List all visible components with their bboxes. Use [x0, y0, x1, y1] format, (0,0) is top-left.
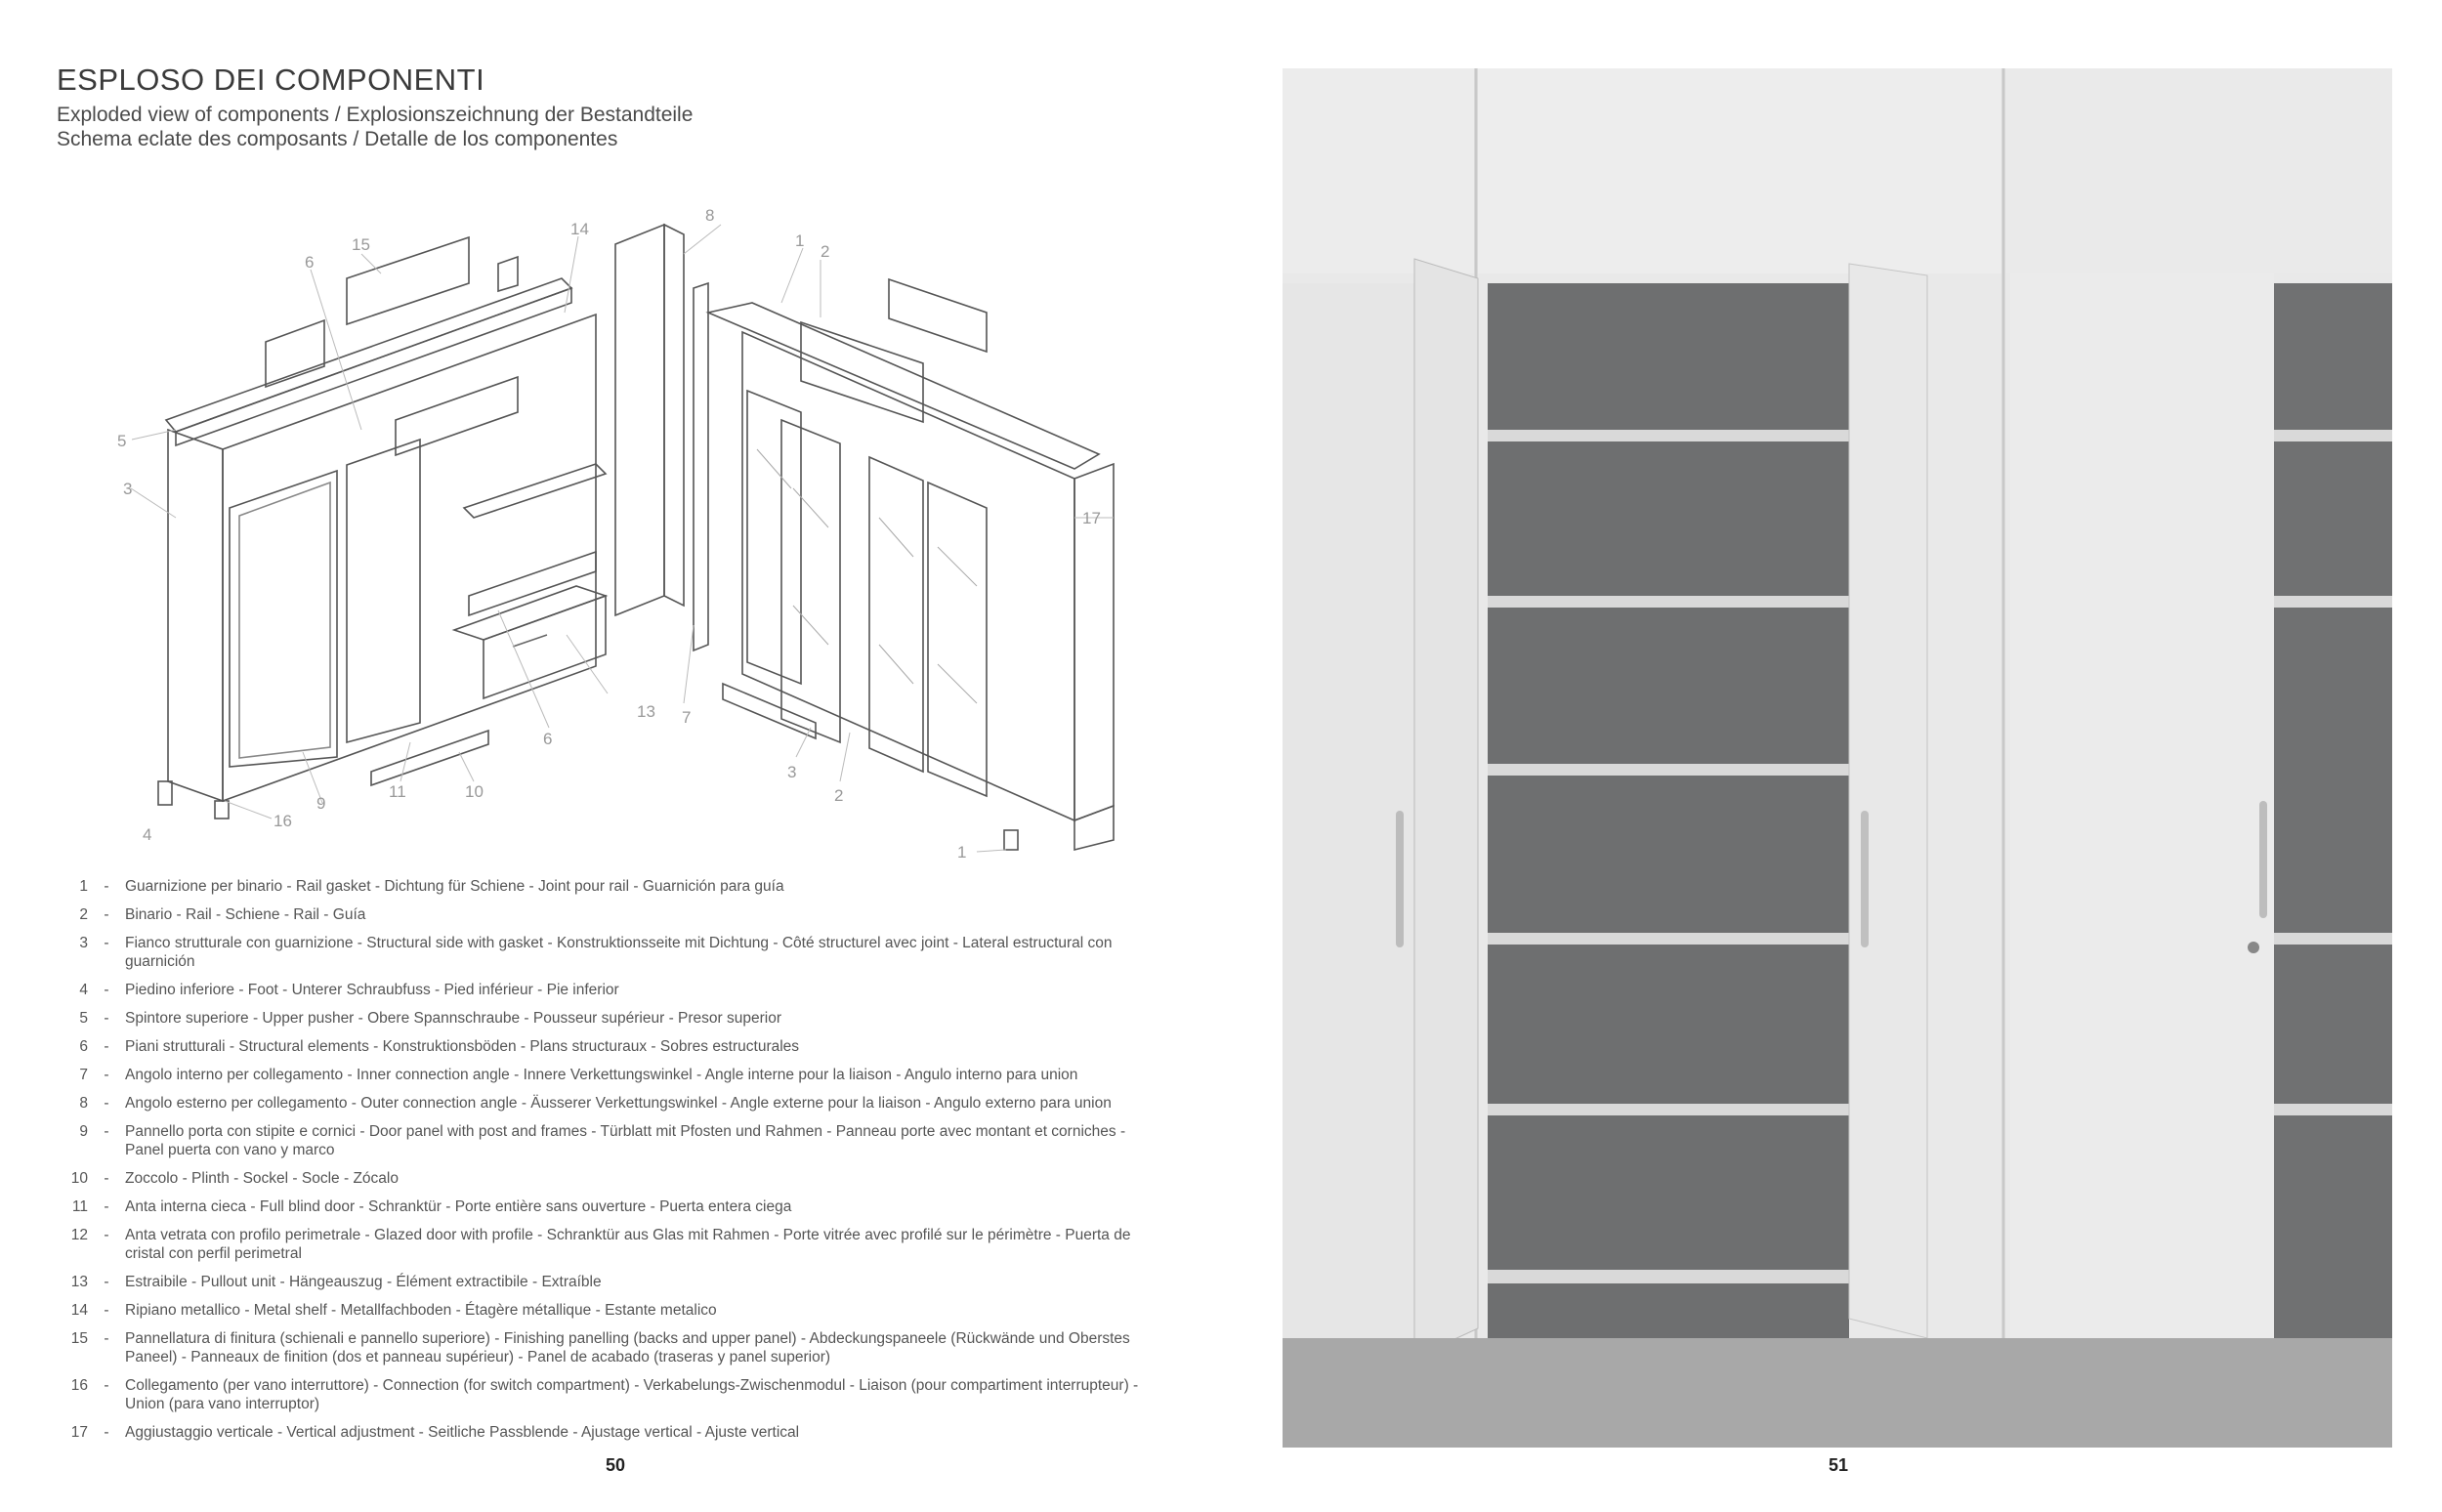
- callout-9: 9: [316, 794, 326, 813]
- right-plinth: [723, 684, 816, 738]
- legend-item: [59, 1037, 1172, 1056]
- legend-dash: -: [104, 1377, 109, 1394]
- legend-dash: -: [104, 1302, 109, 1319]
- page-number-left: 50: [606, 1455, 626, 1475]
- legend-number: 15: [70, 1330, 88, 1347]
- callout-3: 3: [123, 480, 133, 498]
- legend-text: Angolo esterno per collegamento - Outer connection angle - Äusserer Verkettungswinkel - Angle externe pour la liaison - Angulo externo para union: [125, 1095, 1112, 1112]
- legend-text: Anta vetrata con profilo perimetrale - Glazed door with profile - Schranktür aus Glas mit Rahmen - Porte vitrée avec profilé sur le périmètre - Puerta de cristal con perfil perimetral: [125, 1227, 1131, 1262]
- foot-4: [158, 781, 172, 805]
- callout-7: 7: [682, 708, 692, 727]
- legend-text: Estraibile - Pullout unit - Hängeauszug - Élément extractibile - Extraíble: [125, 1274, 602, 1290]
- door-handle: [1861, 811, 1869, 947]
- legend-item: [59, 905, 1172, 924]
- lock-icon: [2248, 942, 2259, 953]
- legend-item: [59, 1273, 1172, 1291]
- legend-dash: -: [104, 1010, 109, 1027]
- callout-5: 5: [117, 432, 127, 450]
- open-door-left: [1414, 259, 1478, 1358]
- legend-number: 10: [70, 1170, 88, 1187]
- legend-item: [59, 1226, 1172, 1263]
- glazed-door-right-a: [869, 457, 923, 772]
- callout-6: 6: [305, 253, 315, 272]
- left-side-panel: [168, 430, 223, 801]
- legend-dash: -: [104, 982, 109, 998]
- page-title: ESPLOSO DEI COMPONENTI: [57, 63, 485, 97]
- legend-dash: -: [104, 1095, 109, 1112]
- legend-number: 13: [70, 1274, 88, 1290]
- legend-text: Anta interna cieca - Full blind door - Schranktür - Porte entière sans ouverture - Puerta entera ciega: [125, 1198, 792, 1215]
- subtitle-line-1: Exploded view of components / Explosionszeichnung der Bestandteile: [57, 104, 694, 126]
- floor: [1283, 1338, 2392, 1448]
- legend-dash: -: [104, 1038, 109, 1055]
- legend-text: Ripiano metallico - Metal shelf - Metallfachboden - Étagère métallique - Estante metalico: [125, 1302, 717, 1319]
- legend-dash: -: [104, 1330, 109, 1347]
- upper-panel: [1283, 68, 1474, 273]
- glazed-door-right-b: [928, 483, 987, 796]
- callout-8: 8: [705, 206, 715, 225]
- open-door-middle: [1849, 264, 1927, 1338]
- glazed-door-12: [781, 420, 840, 742]
- callout-6b: 6: [543, 730, 553, 748]
- legend-item: [59, 1169, 1172, 1188]
- shelf-14: [464, 464, 606, 518]
- legend-dash: -: [104, 1170, 109, 1187]
- legend-item: [59, 981, 1172, 999]
- legend-dash: -: [104, 1067, 109, 1083]
- legend-item: [59, 877, 1172, 896]
- legend-text: Guarnizione per binario - Rail gasket - Dichtung für Schiene - Joint pour rail - Guarnición para guía: [125, 878, 784, 895]
- callout-15: 15: [352, 235, 370, 254]
- right-top-rail: [708, 303, 1099, 469]
- right-upper-door-panel: [801, 322, 923, 422]
- outer-angle-8: [615, 225, 664, 615]
- legend-text: Pannellatura di finitura (schienali e pannello superiore) - Finishing panelling (backs and upper panel) - Abdeckungspaneele (Rückwände und Oberstes Paneel) - Panneaux de finition (dos et panneau supérieur) - Panel de acabado (traseras y panel superior): [125, 1330, 1130, 1365]
- upper-panel: [1478, 68, 2001, 273]
- legend-text: Angolo interno per collegamento - Inner connection angle - Innere Verkettungswinkel - Angle interne pour la liaison - Angulo interno para union: [125, 1067, 1078, 1083]
- legend-number: 11: [71, 1198, 88, 1215]
- legend-dash: -: [104, 1424, 109, 1441]
- legend-text: Aggiustaggio verticale - Vertical adjustment - Seitliche Passblende - Ajustage vertical - Ajuste vertical: [125, 1424, 800, 1441]
- legend-number: 16: [70, 1377, 88, 1394]
- legend-dash: -: [104, 878, 109, 895]
- cabinet-photo: [1283, 68, 2392, 1448]
- legend-item: [59, 1423, 1172, 1442]
- callout-10: 10: [465, 782, 484, 801]
- cabinet-interior: [1488, 283, 1849, 1348]
- callout-1: 1: [795, 231, 805, 250]
- legend-number: 4: [79, 982, 88, 998]
- legend-number: 3: [79, 935, 88, 951]
- legend-item: [59, 1094, 1172, 1113]
- legend-item: [59, 1376, 1172, 1413]
- legend-number: 14: [70, 1302, 88, 1319]
- legend-dash: -: [104, 935, 109, 951]
- callout-4: 4: [143, 825, 152, 844]
- upper-panel: [2005, 68, 2392, 273]
- legend-text: Binario - Rail - Schiene - Rail - Guía: [125, 906, 366, 923]
- components-legend: [59, 877, 1172, 1451]
- callout-3b: 3: [787, 763, 797, 781]
- legend-number: 7: [79, 1067, 88, 1083]
- legend-number: 8: [79, 1095, 88, 1112]
- glazed-door-left: [747, 391, 801, 684]
- plinth-10: [371, 731, 488, 785]
- door-handle: [1396, 811, 1404, 947]
- legend-item: [59, 1197, 1172, 1216]
- legend-text: Fianco strutturale con guarnizione - Structural side with gasket - Konstruktionsseite mit Dichtung - Côté structurel avec joint - Lateral estructural con guarnición: [125, 935, 1113, 970]
- legend-item: [59, 1009, 1172, 1028]
- exploded-view-diagram: [98, 195, 1153, 869]
- legend-number: 1: [79, 878, 88, 895]
- closed-door-right: [2010, 273, 2274, 1348]
- legend-text: Spintore superiore - Upper pusher - Obere Spannschraube - Pousseur supérieur - Presor superior: [125, 1010, 782, 1027]
- left-door-9: [230, 471, 337, 767]
- right-upper-panel: [889, 279, 987, 352]
- upper-panel-left: [266, 320, 324, 387]
- legend-dash: -: [104, 1198, 109, 1215]
- pullout-unit-13: [484, 596, 606, 698]
- legend-number: 2: [79, 906, 88, 923]
- blind-door-11: [347, 440, 420, 742]
- legend-text: Pannello porta con stipite e cornici - Door panel with post and frames - Türblatt mit Pfosten und Rahmen - Panneau porte avec montant et corniches - Panel puerta con vano y marco: [125, 1123, 1126, 1158]
- legend-text: Piedino inferiore - Foot - Unterer Schraubfuss - Pied inférieur - Pie inferior: [125, 982, 619, 998]
- legend-number: 12: [70, 1227, 88, 1243]
- right-carcass: [742, 332, 1074, 820]
- legend-number: 9: [79, 1123, 88, 1140]
- legend-item: [59, 934, 1172, 971]
- legend-text: Collegamento (per vano interruttore) - Connection (for switch compartment) - Verkabelungs-Zwischenmodul - Liaison (pour compartiment interrupteur) - Union (para vano interruptor): [125, 1377, 1139, 1412]
- inner-angle-7: [694, 283, 708, 651]
- callout-2: 2: [821, 242, 830, 261]
- legend-item: [59, 1066, 1172, 1084]
- upper-door-panel: [396, 377, 518, 455]
- legend-number: 17: [70, 1424, 88, 1441]
- legend-dash: -: [104, 1123, 109, 1140]
- callout-13: 13: [637, 702, 655, 721]
- legend-item: [59, 1122, 1172, 1159]
- callout-17: 17: [1082, 509, 1101, 527]
- legend-number: 6: [79, 1038, 88, 1055]
- legend-item: [59, 1301, 1172, 1320]
- door-handle: [2259, 801, 2267, 918]
- callout-1b: 1: [957, 843, 967, 861]
- legend-dash: -: [104, 1274, 109, 1290]
- callout-14: 14: [570, 220, 589, 238]
- page-number-right: 51: [1829, 1455, 1849, 1475]
- legend-text: Zoccolo - Plinth - Sockel - Socle - Zócalo: [125, 1170, 399, 1187]
- legend-dash: -: [104, 906, 109, 923]
- legend-item: [59, 1329, 1172, 1366]
- legend-number: 5: [79, 1010, 88, 1027]
- callout-16: 16: [274, 812, 292, 830]
- subtitle-line-2: Schema eclate des composants / Detalle de los componentes: [57, 128, 618, 150]
- left-top-rail: [166, 278, 571, 432]
- legend-text: Piani strutturali - Structural elements - Konstruktionsböden - Plans structuraux - Sobres estructurales: [125, 1038, 800, 1055]
- callout-11: 11: [389, 782, 406, 801]
- legend-dash: -: [104, 1227, 109, 1243]
- callout-2b: 2: [834, 786, 844, 805]
